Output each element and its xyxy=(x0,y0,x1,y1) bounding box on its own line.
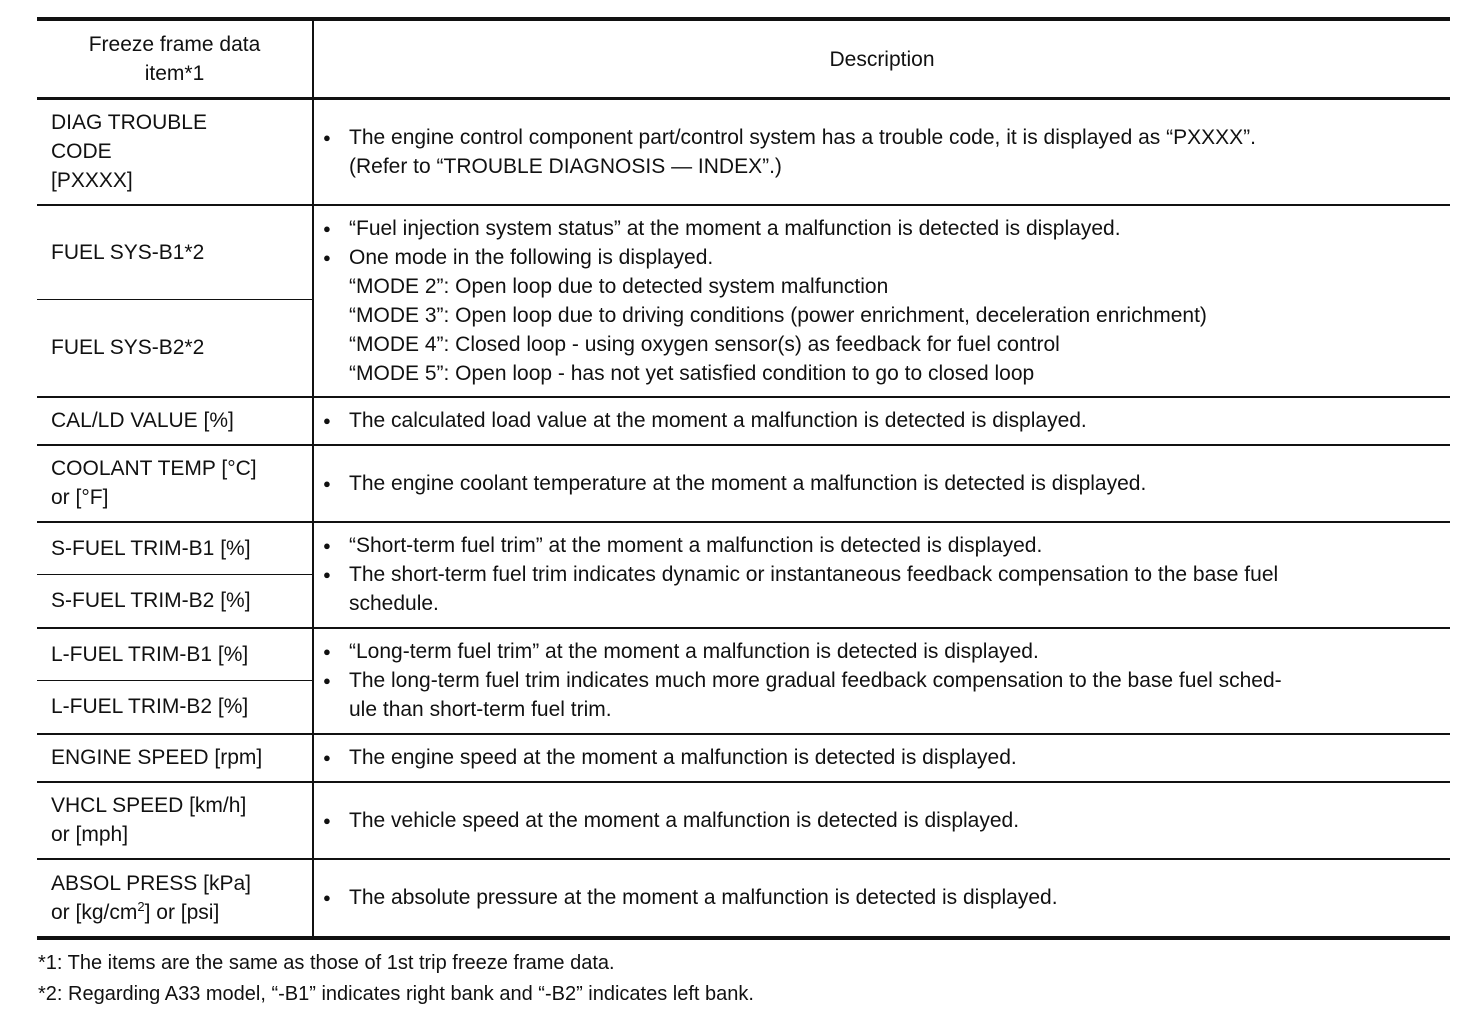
bullet-item xyxy=(323,123,1442,181)
bullet-item xyxy=(323,531,1442,560)
mode-line: “MODE 5”: Open loop - has not yet satisfied condition to go to closed loop xyxy=(349,361,1035,385)
footnotes xyxy=(38,948,754,1010)
item-cell xyxy=(37,628,313,681)
description-cell xyxy=(313,782,1450,859)
item-line: COOLANT TEMP [°C] xyxy=(51,457,257,480)
bullet-text: schedule. xyxy=(349,592,439,615)
table-row xyxy=(37,205,1450,300)
description-cell xyxy=(313,859,1450,938)
item-cell xyxy=(37,575,313,628)
item-line: CAL/LD VALUE [%] xyxy=(51,409,234,432)
table-row xyxy=(37,522,1450,575)
unit-text: or [kg/cm xyxy=(51,900,138,924)
freeze-frame-table xyxy=(37,17,1450,940)
header-item-line: item*1 xyxy=(144,62,205,85)
bullet-text: ● The short-term fuel trim indicates dynamic or instantaneous feedback compensation to the base fuel xyxy=(349,563,1279,586)
bullet-item xyxy=(323,666,1442,724)
bullet-item xyxy=(323,637,1442,666)
table-row xyxy=(37,99,1450,205)
item-line xyxy=(51,898,306,927)
bullet-item xyxy=(323,406,1442,435)
bullet-text: The engine coolant temperature at the moment a malfunction is detected is displayed. xyxy=(349,471,1147,495)
bullet-text: (Refer to “TROUBLE DIAGNOSIS — INDEX”.) xyxy=(349,154,782,178)
bullet-item xyxy=(323,883,1442,912)
bullet-text: The absolute pressure at the moment a malfunction is detected is displayed. xyxy=(349,886,1058,909)
description-cell xyxy=(313,522,1450,628)
bullet-item xyxy=(323,214,1442,243)
bullet-text: “Short-term fuel trim” at the moment a malfunction is detected is displayed. xyxy=(349,534,1043,557)
item-cell xyxy=(37,734,313,782)
item-line: or [°F] xyxy=(51,486,109,509)
bullet-text: ● One mode in the following is displayed. xyxy=(349,245,714,269)
unit-text: ] or [psi] xyxy=(144,900,220,924)
item-line: DIAG TROUBLE xyxy=(51,111,207,135)
header-item-line: Freeze frame data xyxy=(88,33,261,56)
bullet-text: “Fuel injection system status” at the moment a malfunction is detected is displayed. xyxy=(349,216,1121,240)
footnote: *1: The items are the same as those of 1st trip freeze frame data. xyxy=(38,952,615,974)
header-description: Description xyxy=(313,19,1450,99)
table-row xyxy=(37,397,1450,445)
item-cell xyxy=(37,99,313,205)
item-line: or [mph] xyxy=(51,823,129,846)
item-cell xyxy=(37,522,313,575)
item-line: FUEL SYS-B2*2 xyxy=(51,336,205,360)
bullet-text: ule than short-term fuel trim. xyxy=(349,698,612,721)
header-item xyxy=(37,19,313,99)
item-cell xyxy=(37,300,313,397)
table-row xyxy=(37,734,1450,782)
bullet-item xyxy=(323,743,1442,772)
bullet-item xyxy=(323,243,1442,388)
superscript: 2 xyxy=(137,898,145,914)
mode-line: “MODE 4”: Closed loop - using oxygen sensor(s) as feedback for fuel control xyxy=(349,332,1060,356)
bullet-text: The vehicle speed at the moment a malfunction is detected is displayed. xyxy=(349,808,1020,832)
item-line: L-FUEL TRIM-B1 [%] xyxy=(51,642,249,666)
bullet-text: ● The engine control component part/control system has a trouble code, it is displayed as “PXXXX”. xyxy=(349,125,1256,149)
item-cell xyxy=(37,205,313,300)
item-cell xyxy=(37,445,313,522)
item-line: S-FUEL TRIM-B2 [%] xyxy=(51,589,251,613)
item-cell xyxy=(37,859,313,938)
item-line: L-FUEL TRIM-B2 [%] xyxy=(51,695,249,719)
table-row xyxy=(37,445,1450,522)
item-cell xyxy=(37,397,313,445)
bullet-text: The calculated load value at the moment a malfunction is detected is displayed. xyxy=(349,409,1087,432)
table-row xyxy=(37,628,1450,681)
description-cell xyxy=(313,397,1450,445)
description-cell xyxy=(313,734,1450,782)
description-cell xyxy=(313,205,1450,397)
bullet-item xyxy=(323,469,1442,498)
item-line: VHCL SPEED [km/h] xyxy=(51,794,247,817)
item-line: ENGINE SPEED [rpm] xyxy=(51,746,263,769)
bullet-text: “Long-term fuel trim” at the moment a malfunction is detected is displayed. xyxy=(349,640,1039,663)
bullet-item xyxy=(323,806,1442,835)
table-header-row xyxy=(37,19,1450,99)
item-line: FUEL SYS-B1*2 xyxy=(51,240,205,264)
footnote: *2: Regarding A33 model, “-B1” indicates right bank and “-B2” indicates left bank. xyxy=(38,983,754,1005)
bullet-text: The engine speed at the moment a malfunction is detected is displayed. xyxy=(349,746,1017,769)
mode-line: “MODE 3”: Open loop due to driving conditions (power enrichment, deceleration enrichment) xyxy=(349,303,1207,327)
mode-line: “MODE 2”: Open loop due to detected system malfunction xyxy=(349,274,889,298)
item-cell xyxy=(37,782,313,859)
bullet-item xyxy=(323,560,1442,618)
description-cell xyxy=(313,99,1450,205)
table-row xyxy=(37,782,1450,859)
item-cell xyxy=(37,681,313,734)
item-line: [PXXXX] xyxy=(51,169,133,193)
item-line: ABSOL PRESS [kPa] xyxy=(51,871,251,895)
item-line: S-FUEL TRIM-B1 [%] xyxy=(51,536,251,560)
item-line: CODE xyxy=(51,140,112,164)
description-cell xyxy=(313,445,1450,522)
table-row xyxy=(37,859,1450,938)
description-cell xyxy=(313,628,1450,734)
bullet-text: ● The long-term fuel trim indicates much more gradual feedback compensation to the base fuel sched- xyxy=(349,669,1282,692)
